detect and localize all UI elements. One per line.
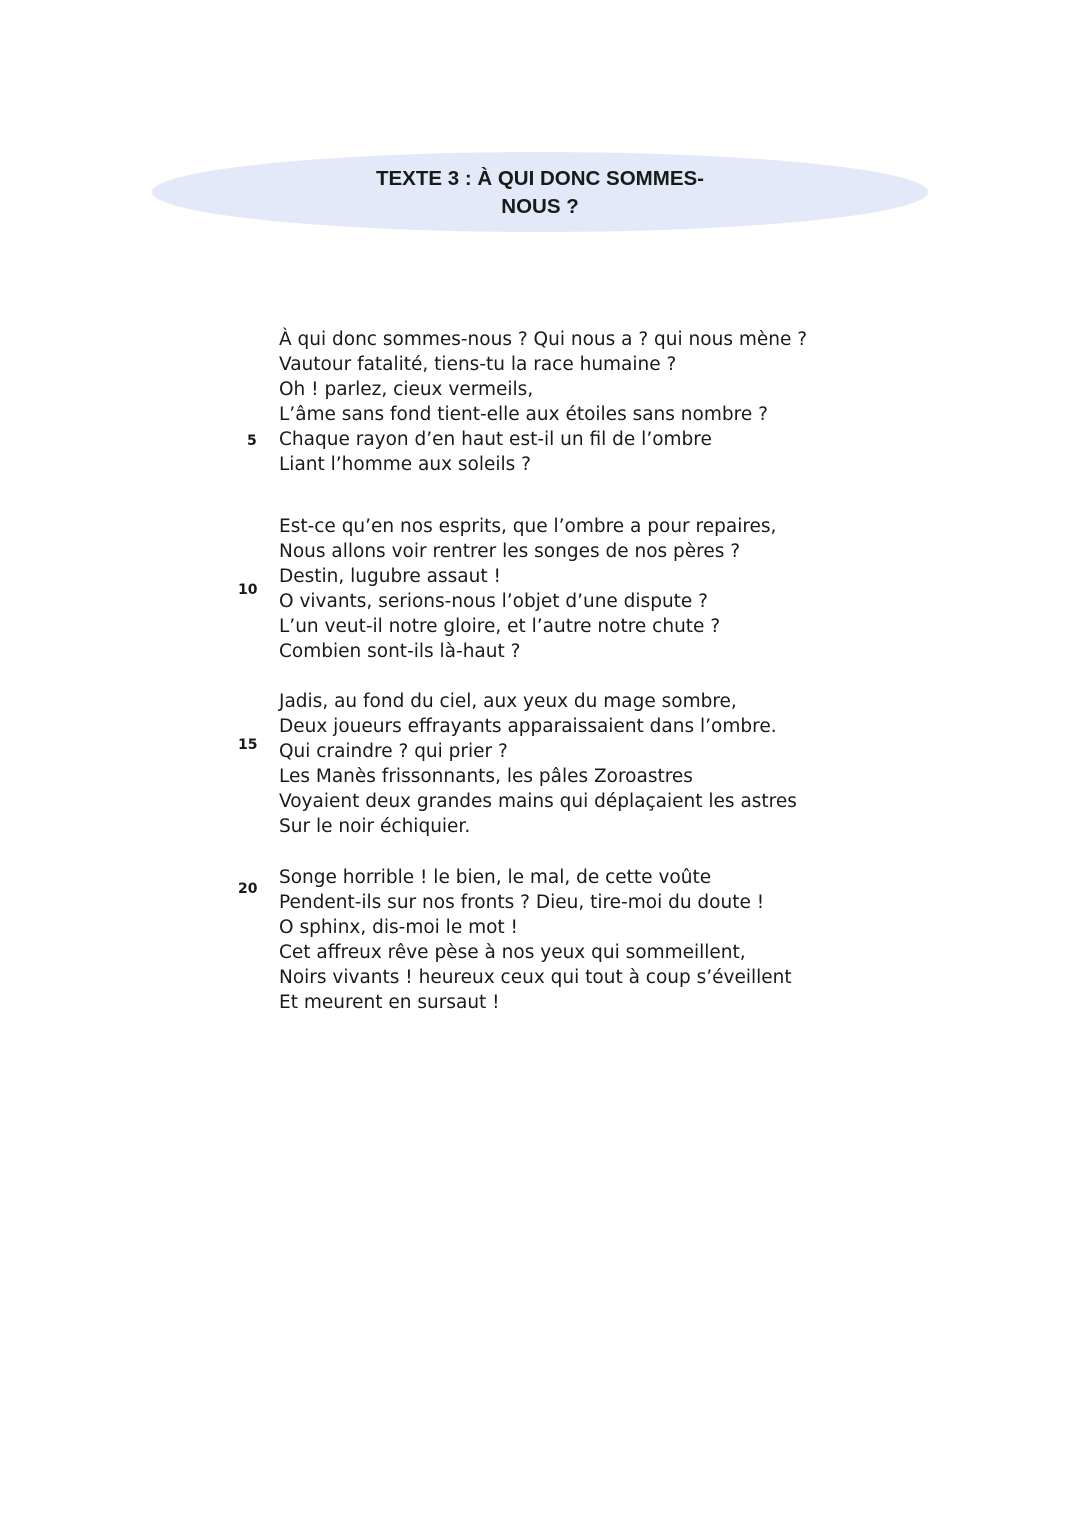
page-title-line-2: NOUS ? — [501, 195, 579, 218]
verse-line: Qui craindre ? qui prier ? — [279, 741, 508, 762]
verse-line: Pendent-ils sur nos fronts ? Dieu, tire-moi du doute ! — [279, 892, 765, 913]
verse-line: Nous allons voir rentrer les songes de nos pères ? — [279, 541, 741, 562]
line-number: 5 — [247, 433, 257, 449]
line-number: 15 — [238, 737, 258, 753]
line-number: 10 — [238, 582, 258, 598]
page-title — [290, 165, 790, 221]
verse-line: À qui donc sommes-nous ? Qui nous a ? qui nous mène ? — [279, 329, 808, 350]
verse-line: Oh ! parlez, cieux vermeils, — [279, 379, 534, 400]
verse-line: Noirs vivants ! heureux ceux qui tout à coup s’éveillent — [279, 967, 792, 988]
verse-line: Liant l’homme aux soleils ? — [279, 454, 531, 475]
verse-line: Est-ce qu’en nos esprits, que l’ombre a pour repaires, — [279, 516, 777, 537]
verse-line: Jadis, au fond du ciel, aux yeux du mage sombre, — [279, 691, 737, 712]
verse-line: Songe horrible ! le bien, le mal, de cette voûte — [279, 867, 712, 888]
verse-line: Combien sont-ils là-haut ? — [279, 641, 521, 662]
verse-line: L’âme sans fond tient-elle aux étoiles sans nombre ? — [279, 404, 768, 425]
verse-line: L’un veut-il notre gloire, et l’autre notre chute ? — [279, 616, 721, 637]
verse-line: Cet affreux rêve pèse à nos yeux qui sommeillent, — [279, 942, 746, 963]
verse-line: O sphinx, dis-moi le mot ! — [279, 917, 518, 938]
line-number: 20 — [238, 881, 258, 897]
page-title-line-1: TEXTE 3 : À QUI DONC SOMMES- — [375, 167, 705, 190]
verse-line: Les Manès frissonnants, les pâles Zoroastres — [279, 766, 693, 787]
verse-line: Deux joueurs effrayants apparaissaient dans l’ombre. — [279, 716, 777, 737]
verse-line: Sur le noir échiquier. — [279, 816, 471, 837]
verse-line: Chaque rayon d’en haut est-il un fil de l’ombre — [279, 429, 712, 450]
verse-line: Destin, lugubre assaut ! — [279, 566, 501, 587]
verse-line: Vautour fatalité, tiens-tu la race humaine ? — [279, 354, 677, 375]
verse-line: Et meurent en sursaut ! — [279, 992, 500, 1013]
verse-line: O vivants, serions-nous l’objet d’une dispute ? — [279, 591, 709, 612]
verse-line: Voyaient deux grandes mains qui déplaçaient les astres — [279, 791, 797, 812]
